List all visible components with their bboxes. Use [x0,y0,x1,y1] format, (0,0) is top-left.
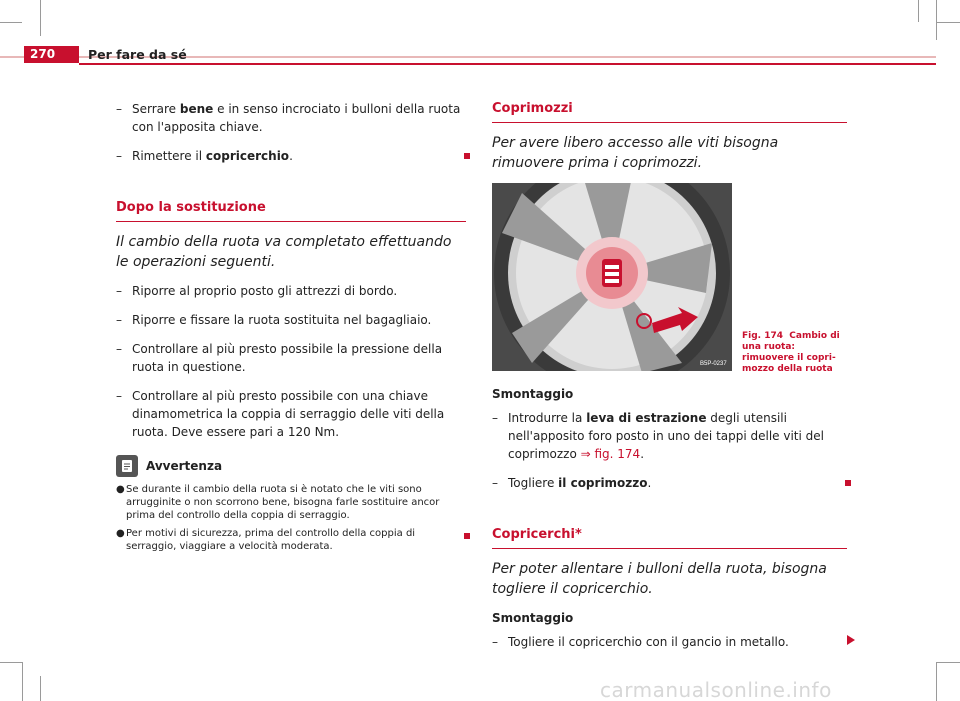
page-title: Per fare da sé [88,47,187,62]
list-item: – Riporre al proprio posto gli attrezzi di bordo. [116,284,398,298]
section-intro: Per avere libero accesso alle viti bisogna rimuovere prima i coprimozzi. [492,135,779,171]
section-title: Dopo la sostituzione [116,199,466,222]
end-marker-icon [845,480,851,486]
continue-arrow-icon [847,635,855,645]
crop-mark [0,22,22,23]
list-item: – Controllare al più presto possibile con una chiave dinamometrica la coppia di serraggio delle viti della ruota. Deve essere pari a 120 Nm. [116,389,445,439]
crop-mark [40,0,41,36]
crop-mark [40,676,41,701]
header-rule [79,63,936,65]
list-item: – Introdurre la leva di estrazione degli utensili nell'apposito foro posto in uno dei tappi delle viti del coprimozzo ⇒ fig. 174. [492,411,824,461]
crop-mark [936,22,960,23]
list-item: – Rimettere il copricerchio. [116,147,466,165]
end-marker-icon [464,533,470,539]
section-intro: Per poter allentare i bulloni della ruota, bisogna togliere il copricerchio. [492,561,827,597]
watermark: carmanualsonline.info [600,678,832,701]
figure-caption: Fig. 174 Cambio di una ruota: rimuovere il coprimozzo della ruota [742,331,840,374]
figure-block [492,183,847,374]
list-item: – Togliere il copricerchio con il gancio in metallo. [492,633,847,651]
figure-code: B5P-0237 [700,361,727,367]
warning-heading: Avvertenza [116,455,466,477]
sub-heading: Smontaggio [492,387,574,401]
section-title: Coprimozzi [492,100,847,123]
note-icon [116,455,138,477]
right-column [492,100,847,662]
crop-mark [918,0,919,22]
list-item: – Togliere il coprimozzo. [492,474,847,492]
warning-body [116,483,466,553]
end-marker-icon [464,153,470,159]
warning-item: ● Se durante il cambio della ruota si è notato che le viti sono arrugginite o non scorrono bene, bisogna farle sostituire ancor prima del controllo della coppia di serraggio. [116,484,440,521]
page-number: 270 [24,46,79,63]
wheel-figure [492,183,732,371]
warning-item: ● Per motivi di sicurezza, prima del controllo della coppia di serraggio, viaggiare a velocità moderata. [116,527,466,553]
crop-mark [936,662,960,663]
crop-mark [936,0,937,40]
figure-link[interactable]: ⇒ fig. 174 [580,447,641,461]
list-item: – Controllare al più presto possibile la pressione della ruota in questione. [116,342,443,374]
section-title: Copricerchi* [492,526,847,549]
left-column [116,100,466,558]
crop-mark [0,662,22,663]
sub-heading: Smontaggio [492,611,574,625]
crop-mark [22,662,23,701]
list-item: – Riporre e fissare la ruota sostituita nel bagagliaio. [116,313,432,327]
list-item: – Serrare bene e in senso incrociato i bulloni della ruota con l'apposita chiave. [116,102,461,134]
crop-mark [936,662,937,701]
section-intro: Il cambio della ruota va completato effettuando le operazioni seguenti. [116,234,452,270]
